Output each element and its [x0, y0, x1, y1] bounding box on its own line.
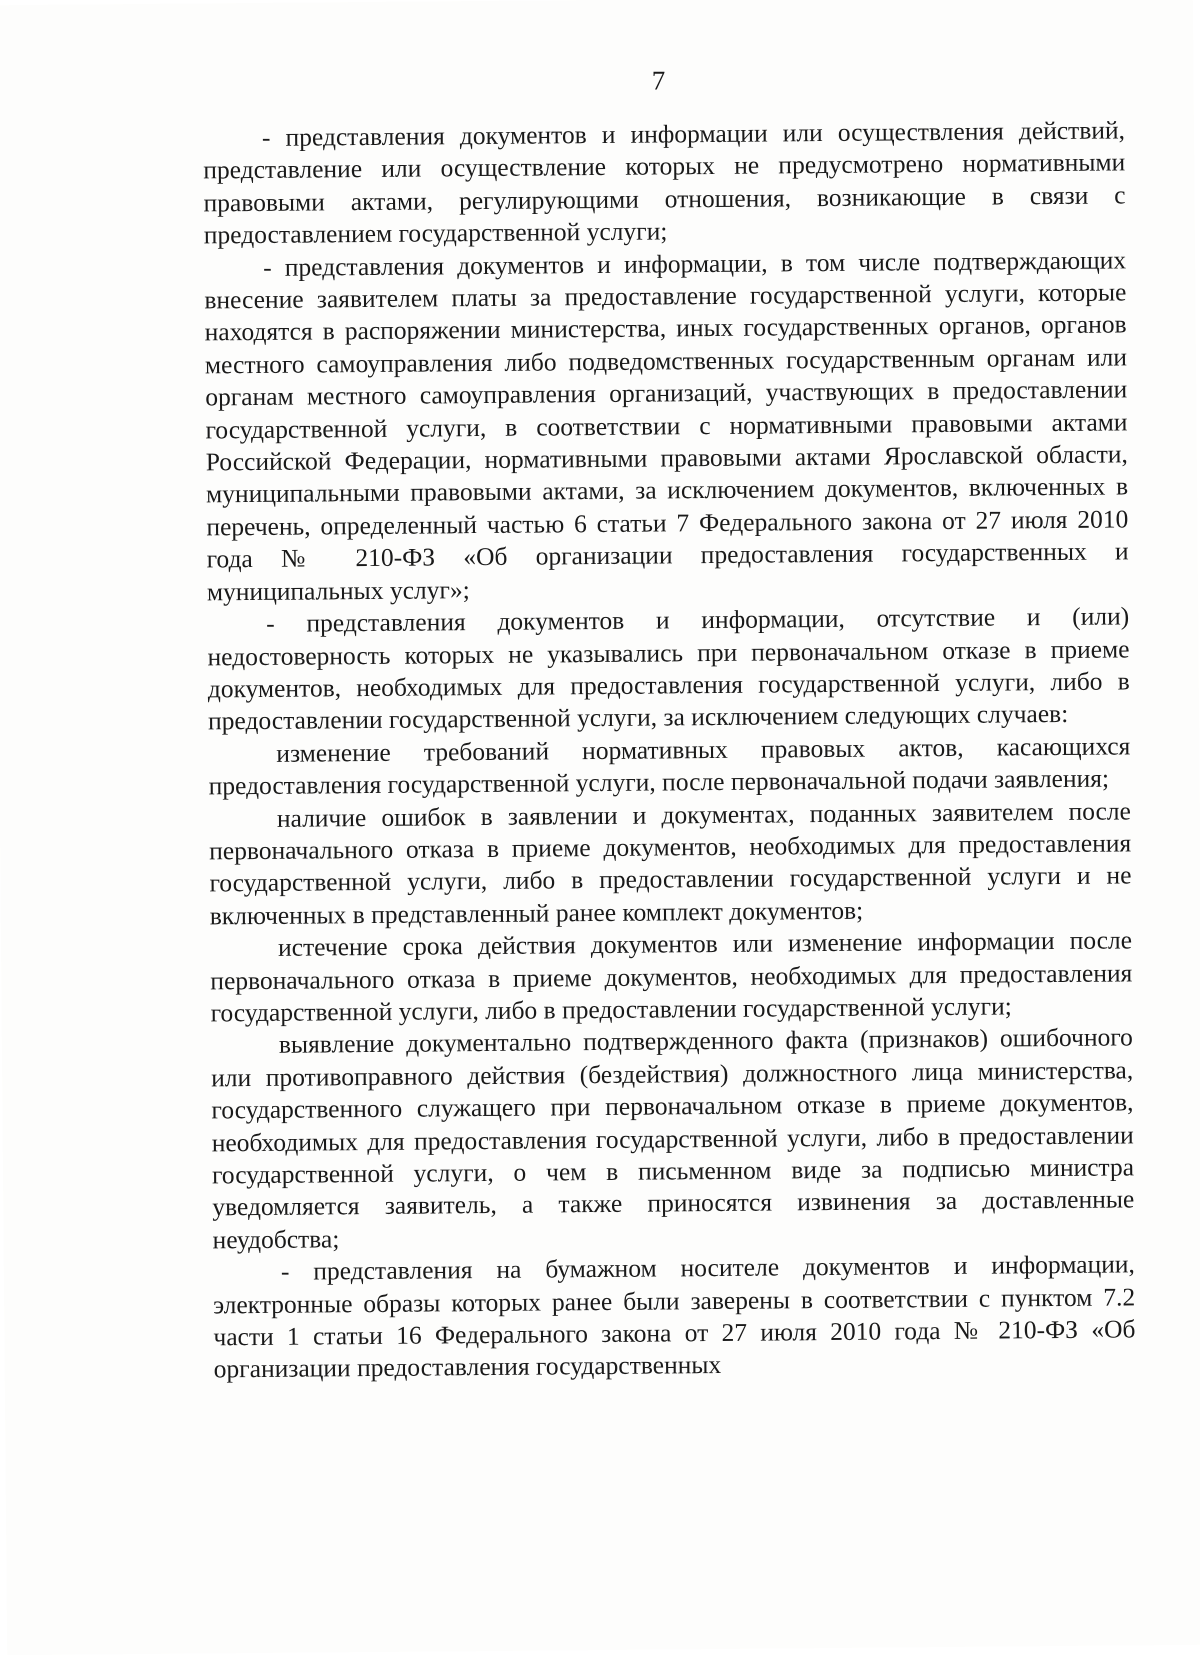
paragraph: изменение требований нормативных правовых актов, касающихся предоставления государственной услуги, после первоначальной подачи заявления; [208, 731, 1131, 801]
page-number: 7 [651, 65, 666, 96]
paragraph: выявление документально подтвержденного факта (признаков) ошибочного или противоправного действия (бездействия) должностного лица министерства, государственного служащего при первоначальном отказе в приеме документов, необходимых для предоставления государственной услуги, либо в предоставлении государственной услуги, о чем в письменном виде за подписью министра уведомляется заявитель, а также приносятся извинения за доставленные неудобства; [211, 1022, 1135, 1255]
paragraph: - представления на бумажном носителе документов и информации, электронные образы которых ранее были заверены в соответствии с пунктом 7.2 части 1 статьи 16 Федерального закона от 27 июля 2010 года № 210-ФЗ «Об организации предоставления государственных [213, 1249, 1136, 1384]
paragraph: - представления документов и информации, в том числе подтверждающих внесение заявителем платы за предоставление государственной услуги, которые находятся в распоряжении министерства, иных государственных органов, органов местного самоуправления либо подведомственных государственным органам или органам местного самоуправления организаций, участвующих в предоставлении государственной услуги, в соответствии с нормативными правовыми актами Российской Федерации, нормативными правовыми актами Ярославской области, муниципальными правовыми актами, за исключением документов, включенных в перечень, определенный частью 6 статьи 7 Федерального закона от 27 июля 2010 года № 210-ФЗ «Об организации предоставления государственных и муниципальных услуг»; [204, 245, 1129, 607]
paragraph: наличие ошибок в заявлении и документах, поданных заявителем после первоначального отказа в приеме документов, необходимых для предоставления государственной услуги, либо в предоставлении государственной услуги и не включенных в представленный ранее комплект документов; [209, 795, 1132, 931]
paragraph: - представления документов и информации, отсутствие и (или) недостоверность которых не указывались при первоначальном отказе в приеме документов, необходимых для предоставления государственной услуги, либо в предоставлении государственной услуги, за исключением следующих случаев: [207, 601, 1130, 736]
paragraph: истечение срока действия документов или изменение информации после первоначального отказа в приеме документов, необходимых для предоставления государственной услуги, либо в предоставлении государственной услуги; [210, 925, 1133, 1028]
paragraph: - представления документов и информации или осуществления действий, представление или осуществление которых не предусмотрено нормативными правовыми актами, регулирующими отношения, возникающие в связи с предоставлением государственной услуги; [203, 115, 1126, 250]
document-body [203, 114, 1136, 1386]
